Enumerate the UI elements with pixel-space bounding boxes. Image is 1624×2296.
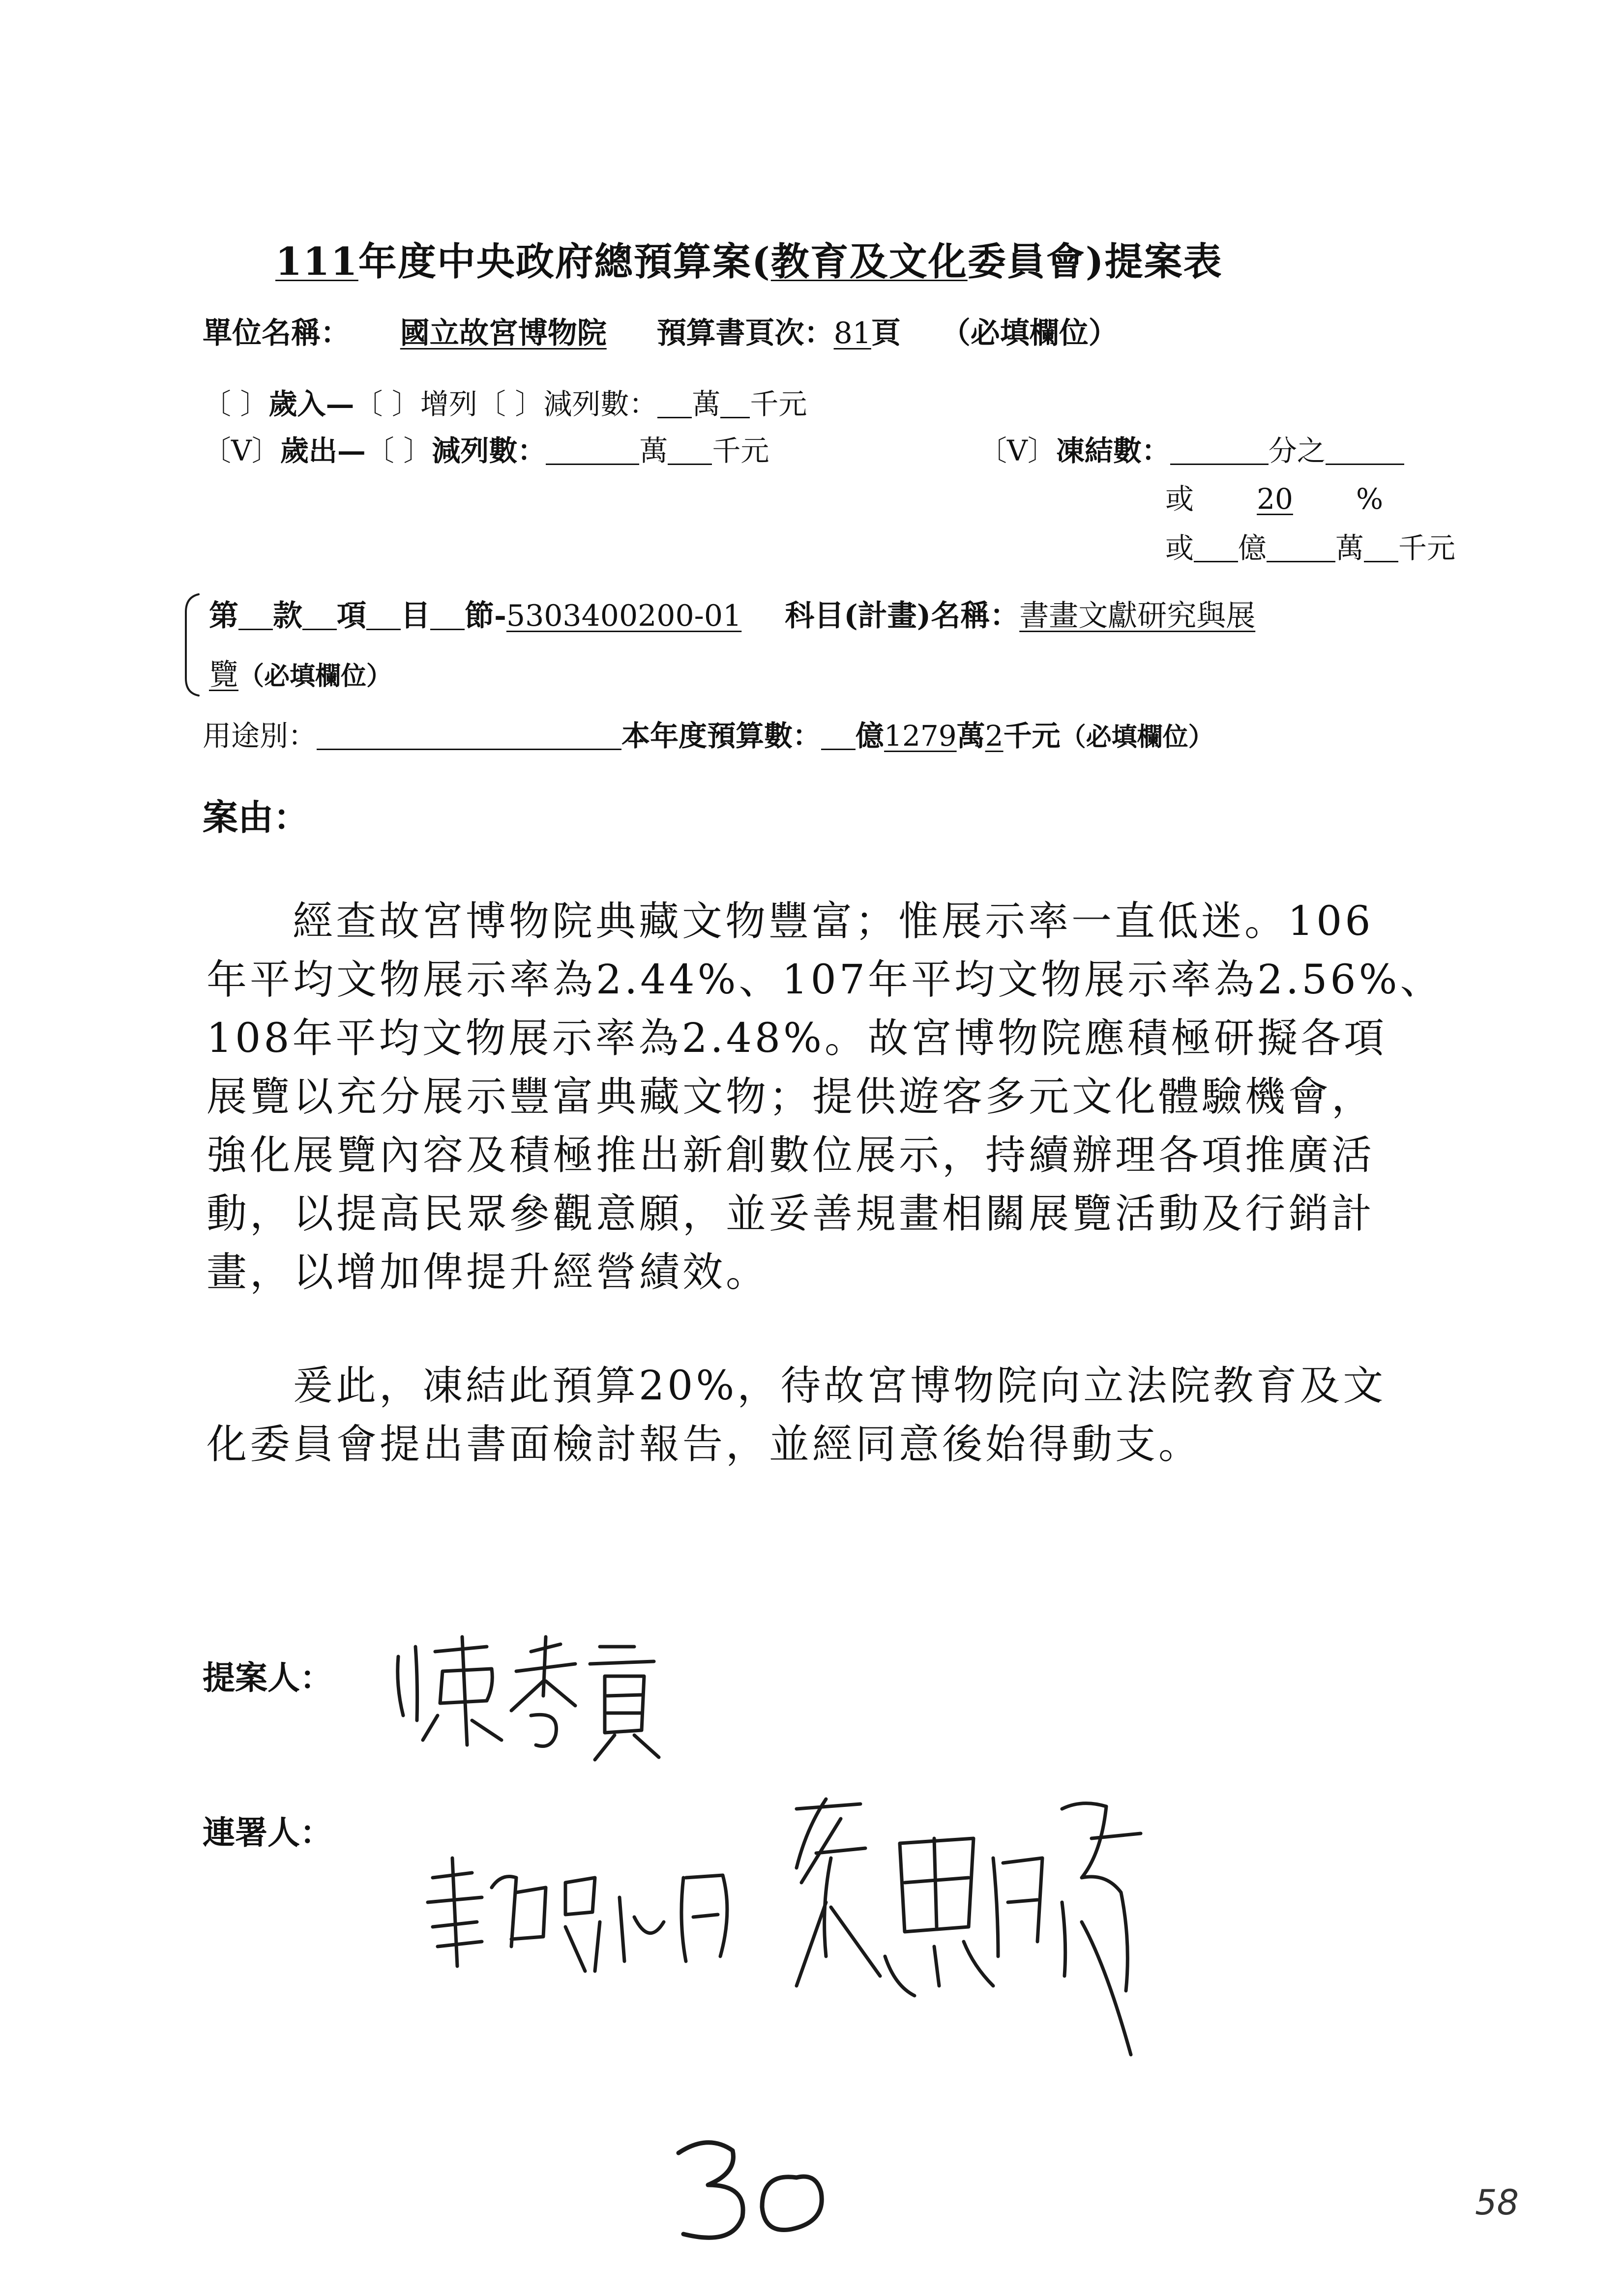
freeze-row [978,428,1404,469]
revenue-qianyuan: 千元 [750,387,807,421]
unit-name: 國立故宮博物院 [400,316,607,350]
freeze-wan: 萬 [1335,531,1364,565]
percent-sign: % [1356,482,1384,516]
proposer-label: 提案人： [203,1658,332,1697]
fraction-label: 分之 [1268,434,1326,467]
account-row-2 [209,651,392,694]
account-xiang: 項 [337,599,366,633]
p1-line: 展覽以充分展示豐富典藏文物；提供遊客多元文化體驗機會， [207,1074,1375,1120]
revenue-label: 歲入— [268,387,354,421]
handwritten-page-number [664,2128,841,2251]
p1-line: 強化展覽內容及積極推出新創數位展示，持續辦理各項推廣活 [207,1132,1375,1179]
freeze-yi: 億 [1238,531,1267,565]
form-title [275,231,1223,286]
revenue-cut-label: 減列數： [543,387,658,421]
title-suffix: 委員會)提案表 [967,239,1223,284]
usage-required: （必填欄位） [1060,722,1214,752]
unit-row [203,310,1118,352]
account-mu: 目 [401,599,430,633]
amount-row [1165,525,1455,566]
freeze-checkbox: 〔V〕 [978,434,1056,467]
subject-label: 科目(計畫)名稱： [785,599,1020,633]
cosigner-signature-2 [787,1779,1180,2084]
p1-line: 經查故宮博物院典藏文物豐富；惟展示率一直低迷。106 [293,898,1374,945]
account-bracket [183,592,203,698]
p1-line: 畫，以增加俾提升經營績效。 [207,1249,769,1296]
budget-label: 本年度預算數： [621,719,822,753]
expenditure-cut-box: 〔 〕 [365,434,432,467]
page-unit: 頁 [871,316,901,350]
freeze-qianyuan: 千元 [1398,531,1456,565]
expenditure-row [203,428,769,469]
expenditure-wan: 萬 [639,434,668,467]
page-number: 81 [833,316,871,350]
subject-name-1: 書畫文獻研究與展 [1019,599,1256,633]
account-di: 第 [209,599,238,633]
reason-paragraph-1 [207,892,1444,1302]
title-year: 111 [275,239,358,284]
title-prefix: 年度中央政府總預算案( [358,239,771,284]
p1-line: 108年平均文物展示率為2.48%。故宮博物院應積極研擬各項 [207,1015,1388,1062]
proposer-signature [388,1617,664,1765]
usage-label: 用途別： [203,719,317,753]
percent-row [1165,476,1383,517]
revenue-cut-box: 〔 〕 [477,387,544,421]
cosigner-signature-1 [418,1848,762,1986]
account-required: （必填欄位） [238,661,392,691]
expenditure-qianyuan: 千元 [712,434,769,467]
expenditure-checkbox: 〔V〕 [203,434,280,467]
account-jie: 節- [465,599,506,633]
unit-required: （必填欄位） [941,316,1118,350]
title-committee: 教育及文化 [770,239,968,284]
p2-line: 爰此，凍結此預算20%，待故宮博物院向立法院教育及文 [293,1363,1387,1409]
unit-label: 單位名稱： [203,316,350,350]
corner-page-number: 58 [1475,2182,1519,2223]
account-kuan: 款 [273,599,302,633]
budget-yi: 億 [856,719,885,753]
account-code: 5303400200-01 [506,599,742,633]
revenue-add-label: 增列 [420,387,477,421]
p1-line: 年平均文物展示率為2.44%、107年平均文物展示率為2.56%、 [207,957,1444,1003]
subject-name-2: 覽 [209,658,238,692]
or-label-1: 或 [1165,482,1194,516]
revenue-wan: 萬 [692,387,721,421]
p1-line: 動，以提高民眾參觀意願，並妥善規畫相關展覽活動及行銷計 [207,1191,1375,1237]
handwritten-page-number-text [664,2128,670,2134]
revenue-add-box: 〔 〕 [354,387,420,421]
account-row [209,592,1255,635]
freeze-percent: 20 [1257,482,1293,516]
budget-qian-value: 2 [985,719,1004,753]
budget-wan: 萬 [956,719,985,753]
revenue-row [203,381,807,422]
budget-qianyuan: 千元 [1003,719,1061,753]
reason-label: 案由： [203,796,309,838]
reason-paragraph-2 [207,1357,1386,1474]
freeze-label: 凍結數： [1056,434,1170,467]
budget-wan-value: 1279 [884,719,957,753]
p2-line: 化委員會提出書面檢討報告，並經同意後始得動支。 [207,1421,1202,1468]
usage-row [203,713,1214,754]
or-label-2: 或 [1165,531,1194,565]
expenditure-cut-label: 減列數： [432,434,546,467]
expenditure-label: 歲出— [280,434,366,467]
revenue-checkbox: 〔 〕 [203,387,269,421]
page-label: 預算書頁次： [656,316,834,350]
cosigner-label: 連署人： [203,1813,332,1852]
